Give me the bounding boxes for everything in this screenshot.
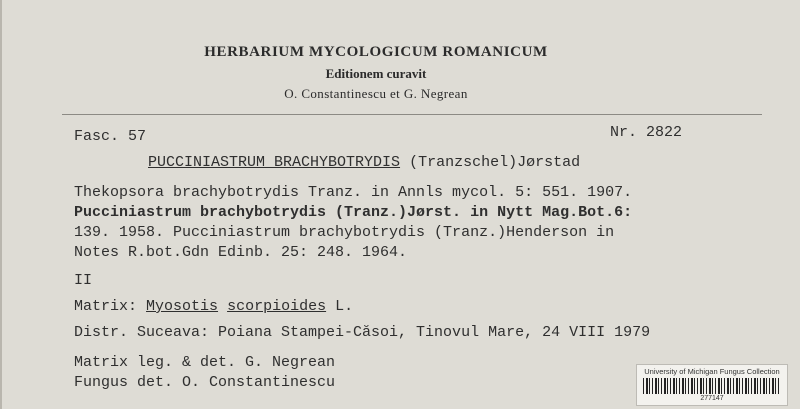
synonym-line-2: Pucciniastrum brachybotrydis (Tranz.)Jørst. in Nytt Mag.Bot.6: [74,204,633,221]
barcode-number: 277147 [700,395,724,402]
determiner-line: Fungus det. O. Constantinescu [74,374,336,391]
matrix-label: Matrix: [74,298,138,315]
herbarium-subtitle: Editionem curavit [325,66,427,81]
species-heading [148,154,580,172]
fascicle-number: Fasc. 57 [74,128,147,145]
matrix-line [74,298,353,316]
spore-stage: II [74,272,93,289]
barcode-sticker [636,364,788,406]
barcode-collection: University of Michigan Fungus Collection [644,367,780,376]
synonym-line-4: Notes R.bot.Gdn Edinb. 25: 248. 1964. [74,244,408,261]
host-genus: Myosotis [146,298,219,315]
host-epithet: scorpioides [227,298,327,315]
synonym-line-3: 139. 1958. Pucciniastrum brachybotrydis (Tranz.)Henderson in [74,224,615,241]
host-author: L. [335,298,354,315]
collector-line: Matrix leg. & det. G. Negrean [74,354,336,371]
synonym-line-1: Thekopsora brachybotrydis Tranz. in Annls mycol. 5: 551. 1907. [74,184,633,201]
herbarium-title: HERBARIUM MYCOLOGICUM ROMANICUM [204,44,548,60]
barcode-bars [643,378,781,394]
header-divider [62,114,762,115]
herbarium-editors: O. Constantinescu et G. Negrean [284,86,468,101]
distribution-line: Distr. Suceava: Poiana Stampei-Căsoi, Tinovul Mare, 24 VIII 1979 [74,324,651,341]
species-authority: (Tranzschel)Jørstad [409,154,581,171]
specimen-number: Nr. 2822 [610,124,683,141]
species-name: PUCCINIASTRUM BRACHYBOTRYDIS [148,154,401,171]
